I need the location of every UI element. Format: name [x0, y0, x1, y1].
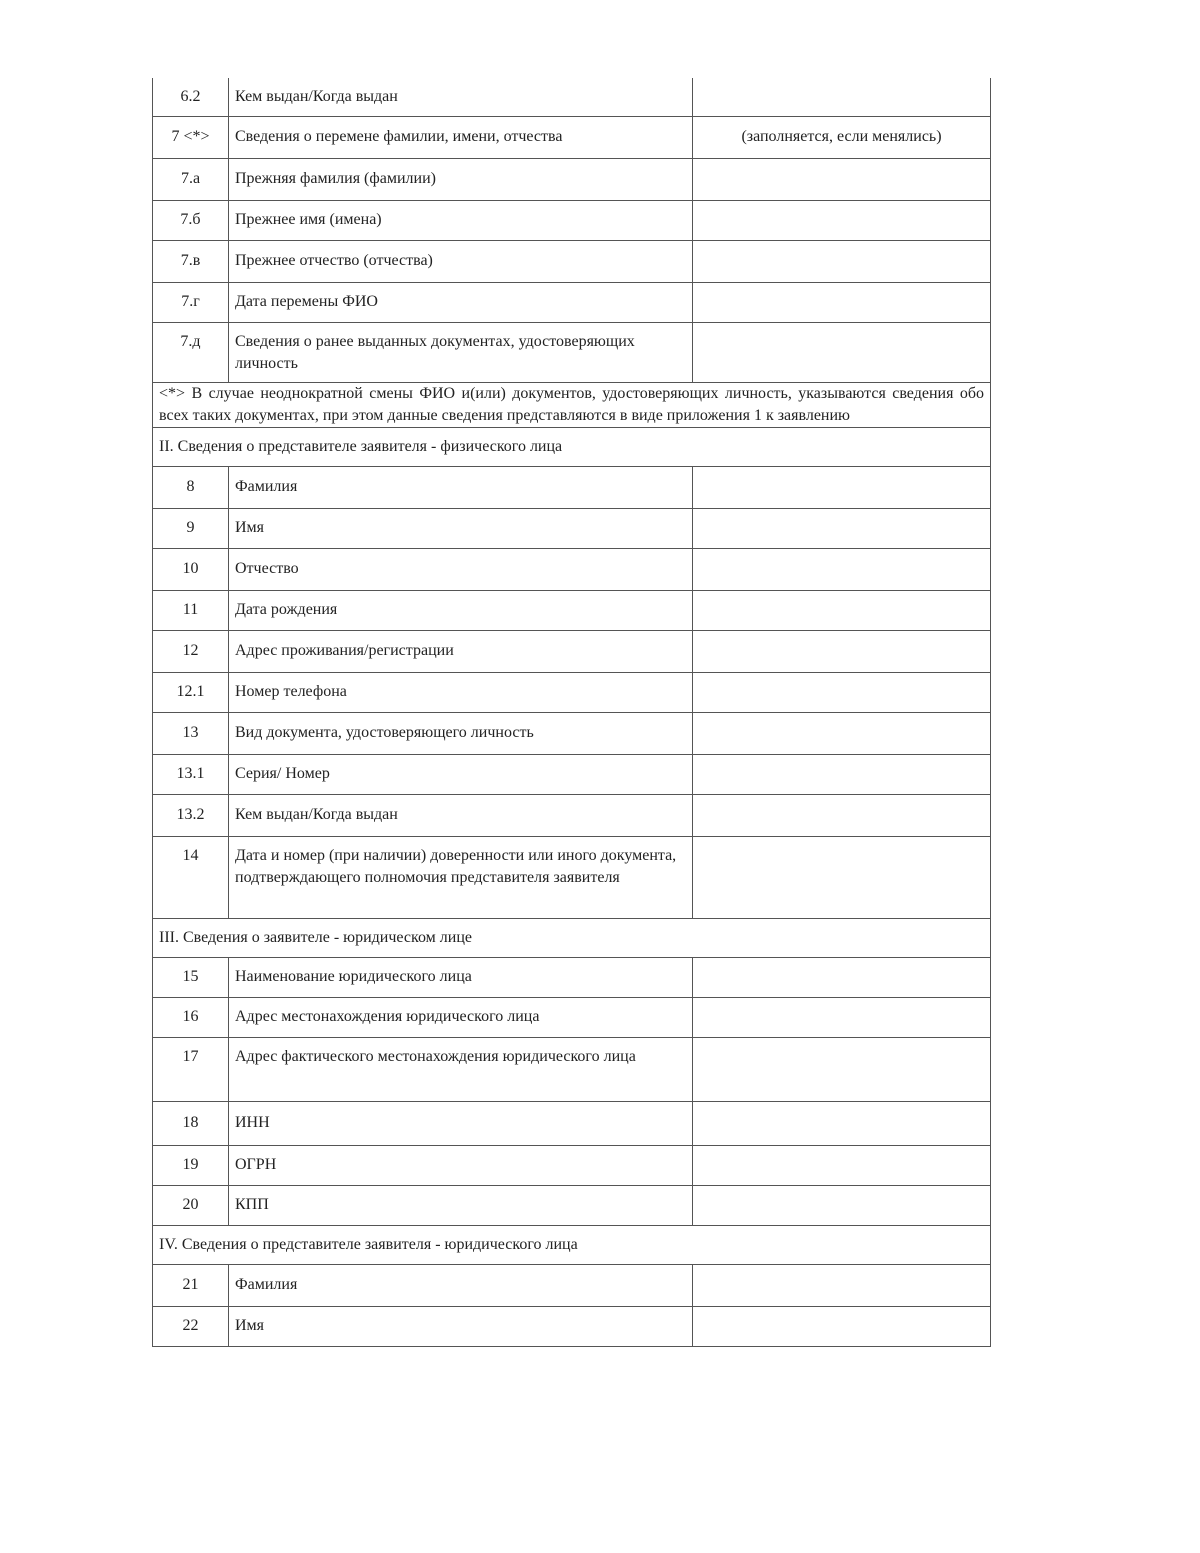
row-value-field[interactable]: [693, 78, 991, 116]
row-number: 7 <*>: [153, 116, 229, 158]
row-number: 12.1: [153, 672, 229, 712]
row-value-field[interactable]: [693, 754, 991, 794]
row-number: 17: [153, 1037, 229, 1101]
table-row: [153, 466, 991, 508]
row-value-field[interactable]: [693, 158, 991, 200]
table-row: [153, 116, 991, 158]
table-row: [153, 836, 991, 918]
row-value-field[interactable]: [693, 997, 991, 1037]
row-value-field[interactable]: [693, 712, 991, 754]
row-value-field[interactable]: [693, 466, 991, 508]
row-label: Отчество: [229, 548, 693, 590]
row-label: Имя: [229, 1306, 693, 1346]
table-row: [153, 1306, 991, 1346]
table-row: [153, 548, 991, 590]
row-number: 16: [153, 997, 229, 1037]
row-value-field[interactable]: [693, 1306, 991, 1346]
form-page: [152, 78, 990, 1347]
table-row: [153, 322, 991, 382]
row-number: 7.б: [153, 200, 229, 240]
row-label: Прежняя фамилия (фамилии): [229, 158, 693, 200]
row-value-field[interactable]: [693, 548, 991, 590]
row-number: 7.д: [153, 322, 229, 382]
row-value-field[interactable]: [693, 836, 991, 918]
row-label: Серия/ Номер: [229, 754, 693, 794]
row-value-field[interactable]: [693, 1185, 991, 1225]
row-label: Вид документа, удостоверяющего личность: [229, 712, 693, 754]
row-label: Сведения о перемене фамилии, имени, отчества: [229, 116, 693, 158]
table-row: [153, 794, 991, 836]
row-number: 22: [153, 1306, 229, 1346]
row-label: Кем выдан/Когда выдан: [229, 794, 693, 836]
row-label: ОГРН: [229, 1145, 693, 1185]
row-value-field[interactable]: [693, 794, 991, 836]
section-header-row: [153, 1225, 991, 1264]
section-title: II. Сведения о представителе заявителя - физического лица: [153, 427, 991, 466]
row-value-field[interactable]: [693, 1037, 991, 1101]
row-value-field[interactable]: [693, 957, 991, 997]
row-number: 9: [153, 508, 229, 548]
table-row: [153, 754, 991, 794]
row-value-field[interactable]: [693, 672, 991, 712]
table-row: [153, 590, 991, 630]
row-label: Дата рождения: [229, 590, 693, 630]
table-row: [153, 1145, 991, 1185]
table-row: [153, 508, 991, 548]
row-value-field[interactable]: [693, 322, 991, 382]
row-label: Адрес проживания/регистрации: [229, 630, 693, 672]
row-value-field[interactable]: [693, 1101, 991, 1145]
table-row: [153, 78, 991, 116]
row-label: Наименование юридического лица: [229, 957, 693, 997]
row-number: 7.г: [153, 282, 229, 322]
footnote-text: <*> В случае неоднократной смены ФИО и(или) документов, удостоверяющих личность, указываются сведения обо всех таких документах, при этом данные сведения представляются в виде приложения 1 к заявлению: [153, 382, 991, 427]
section-header-row: [153, 918, 991, 957]
row-number: 20: [153, 1185, 229, 1225]
row-number: 14: [153, 836, 229, 918]
row-label: Прежнее отчество (отчества): [229, 240, 693, 282]
row-label: Прежнее имя (имена): [229, 200, 693, 240]
row-number: 18: [153, 1101, 229, 1145]
row-label: Сведения о ранее выданных документах, удостоверяющих личность: [229, 322, 693, 382]
table-row: [153, 158, 991, 200]
row-number: 13.1: [153, 754, 229, 794]
row-label: КПП: [229, 1185, 693, 1225]
row-number: 7.в: [153, 240, 229, 282]
row-label: Кем выдан/Когда выдан: [229, 78, 693, 116]
table-row: [153, 240, 991, 282]
table-row: [153, 997, 991, 1037]
row-number: 7.а: [153, 158, 229, 200]
section-title: IV. Сведения о представителе заявителя - юридического лица: [153, 1225, 991, 1264]
row-label: Номер телефона: [229, 672, 693, 712]
application-form-table: [152, 78, 991, 1347]
section-header-row: [153, 427, 991, 466]
row-label: Имя: [229, 508, 693, 548]
row-number: 13.2: [153, 794, 229, 836]
row-value-field[interactable]: [693, 590, 991, 630]
row-value-field[interactable]: [693, 1145, 991, 1185]
row-value-field[interactable]: [693, 630, 991, 672]
table-row: [153, 1264, 991, 1306]
row-label: ИНН: [229, 1101, 693, 1145]
row-label: Фамилия: [229, 466, 693, 508]
row-number: 10: [153, 548, 229, 590]
row-value-field[interactable]: (заполняется, если менялись): [693, 116, 991, 158]
row-number: 21: [153, 1264, 229, 1306]
row-value-field[interactable]: [693, 1264, 991, 1306]
table-row: [153, 1101, 991, 1145]
table-row: [153, 282, 991, 322]
row-value-field[interactable]: [693, 240, 991, 282]
row-number: 19: [153, 1145, 229, 1185]
row-number: 13: [153, 712, 229, 754]
row-label: Дата и номер (при наличии) доверенности или иного документа, подтверждающего полномочия представителя заявителя: [229, 836, 693, 918]
table-row: [153, 1185, 991, 1225]
row-number: 8: [153, 466, 229, 508]
footnote-row: [153, 382, 991, 427]
table-row: [153, 712, 991, 754]
row-label: Адрес фактического местонахождения юридического лица: [229, 1037, 693, 1101]
row-number: 11: [153, 590, 229, 630]
table-row: [153, 200, 991, 240]
row-value-field[interactable]: [693, 508, 991, 548]
section-title: III. Сведения о заявителе - юридическом лице: [153, 918, 991, 957]
row-value-field[interactable]: [693, 282, 991, 322]
table-row: [153, 672, 991, 712]
table-row: [153, 1037, 991, 1101]
row-label: Фамилия: [229, 1264, 693, 1306]
row-value-field[interactable]: [693, 200, 991, 240]
row-number: 12: [153, 630, 229, 672]
row-label: Адрес местонахождения юридического лица: [229, 997, 693, 1037]
table-row: [153, 957, 991, 997]
table-row: [153, 630, 991, 672]
row-number: 15: [153, 957, 229, 997]
row-label: Дата перемены ФИО: [229, 282, 693, 322]
row-number: 6.2: [153, 78, 229, 116]
